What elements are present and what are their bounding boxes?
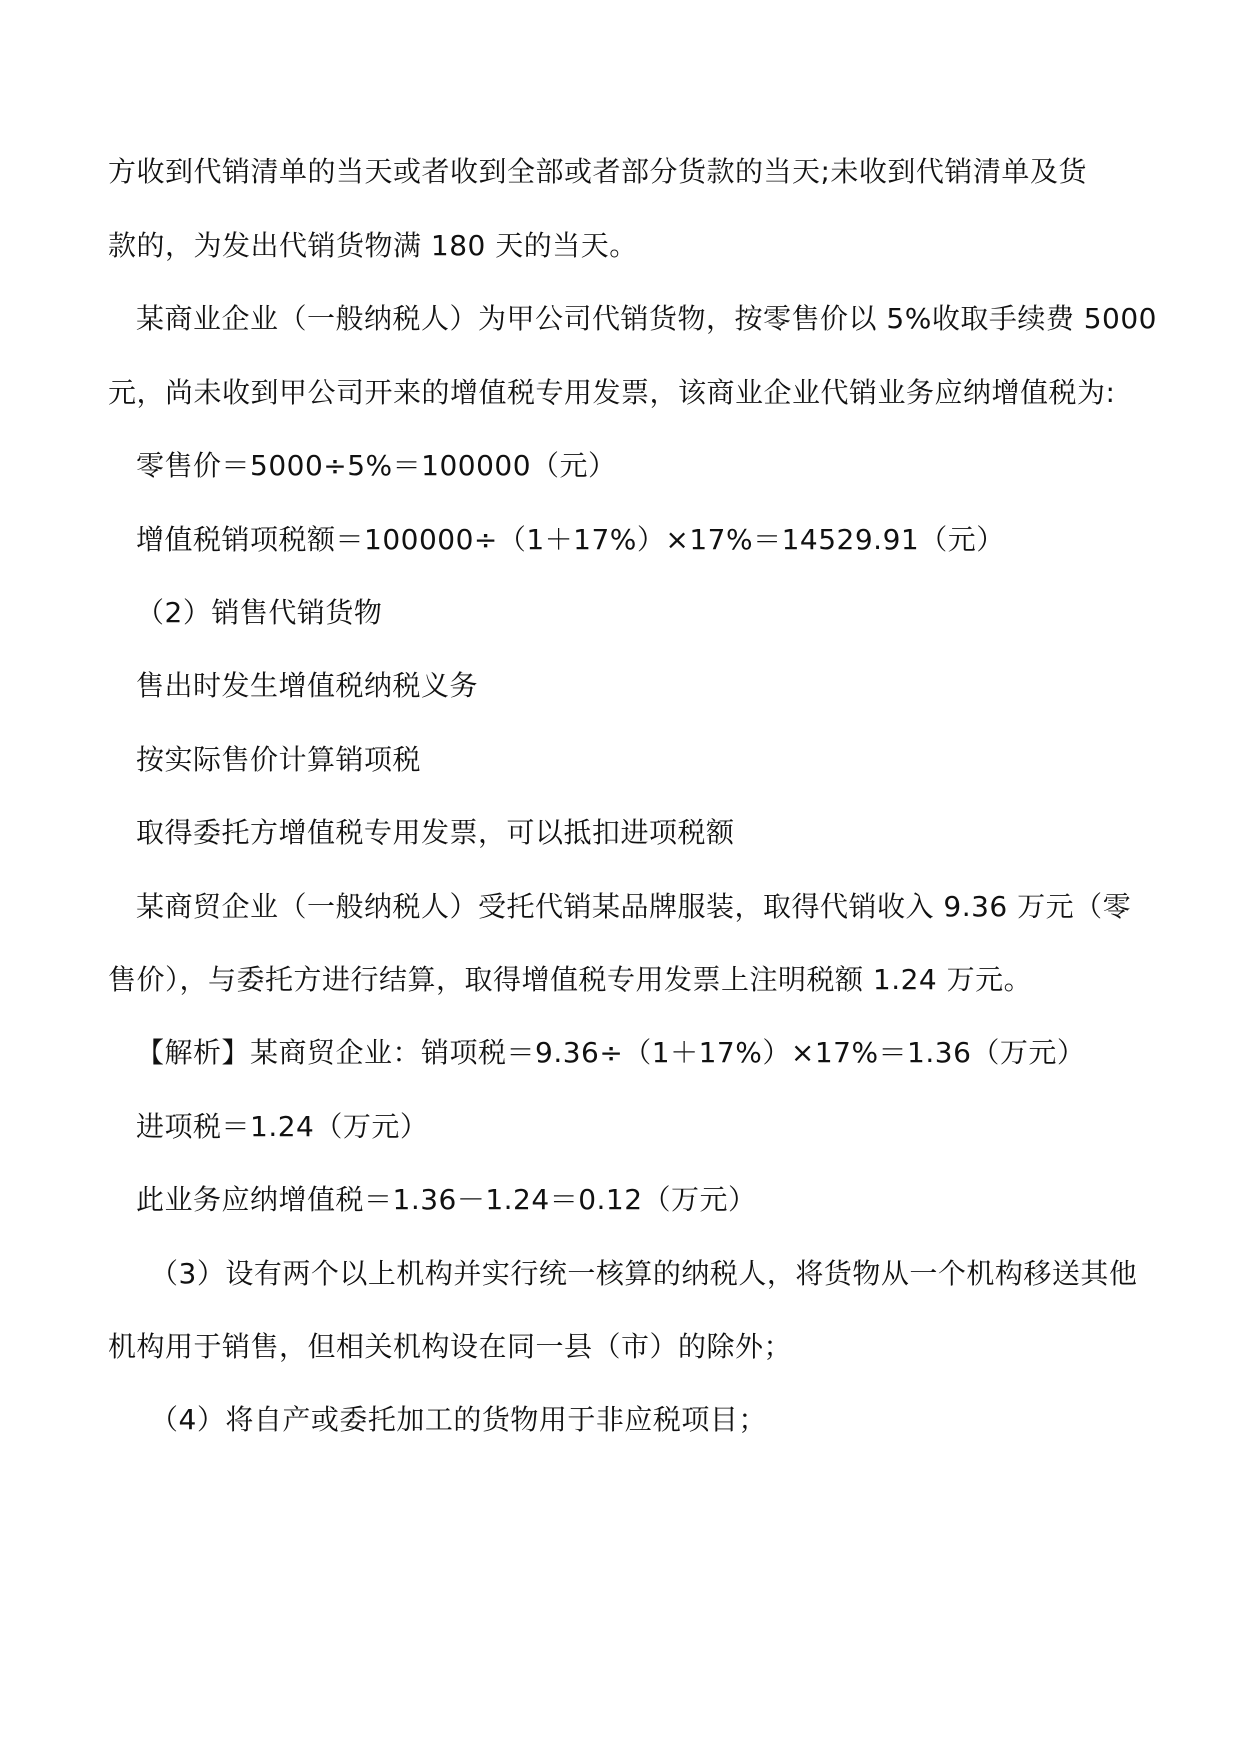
paragraph-line: 机构用于销售，但相关机构设在同一县（市）的除外； [108, 1330, 793, 1363]
paragraph-line: 某商贸企业（一般纳税人）受托代销某品牌服装，取得代销收入 9.36 万元（零 [136, 890, 1132, 923]
formula-line: 此业务应纳增值税＝1.36－1.24＝0.12（万元） [136, 1183, 757, 1216]
paragraph-line: 取得委托方增值税专用发票，可以抵扣进项税额 [136, 816, 735, 849]
paragraph-line: 款的，为发出代销货物满 180 天的当天。 [108, 229, 638, 262]
paragraph-line: （3）设有两个以上机构并实行统一核算的纳税人，将货物从一个机构移送其他 [150, 1257, 1138, 1290]
formula-line: 增值税销项税额＝100000÷（1＋17%）×17%＝14529.91（元） [136, 523, 1005, 556]
analysis-line: 【解析】某商贸企业：销项税＝9.36÷（1＋17%）×17%＝1.36（万元） [136, 1036, 1086, 1069]
paragraph-line: （4）将自产或委托加工的货物用于非应税项目； [150, 1403, 767, 1436]
paragraph-line: 按实际售价计算销项税 [136, 743, 422, 776]
paragraph-line: 售出时发生增值税纳税义务 [136, 669, 479, 702]
paragraph-line: 某商业企业（一般纳税人）为甲公司代销货物，按零售价以 5%收取手续费 5000 [136, 302, 1157, 335]
paragraph-line: 方收到代销清单的当天或者收到全部或者部分货款的当天;未收到代销清单及货 [108, 155, 1087, 188]
paragraph-line: 元，尚未收到甲公司开来的增值税专用发票，该商业企业代销业务应纳增值税为: [108, 376, 1116, 409]
paragraph-line: 售价），与委托方进行结算，取得增值税专用发票上注明税额 1.24 万元。 [108, 963, 1033, 996]
formula-line: 进项税＝1.24（万元） [136, 1110, 429, 1143]
formula-line: 零售价＝5000÷5%＝100000（元） [136, 449, 617, 482]
section-heading: （2）销售代销货物 [136, 596, 383, 629]
